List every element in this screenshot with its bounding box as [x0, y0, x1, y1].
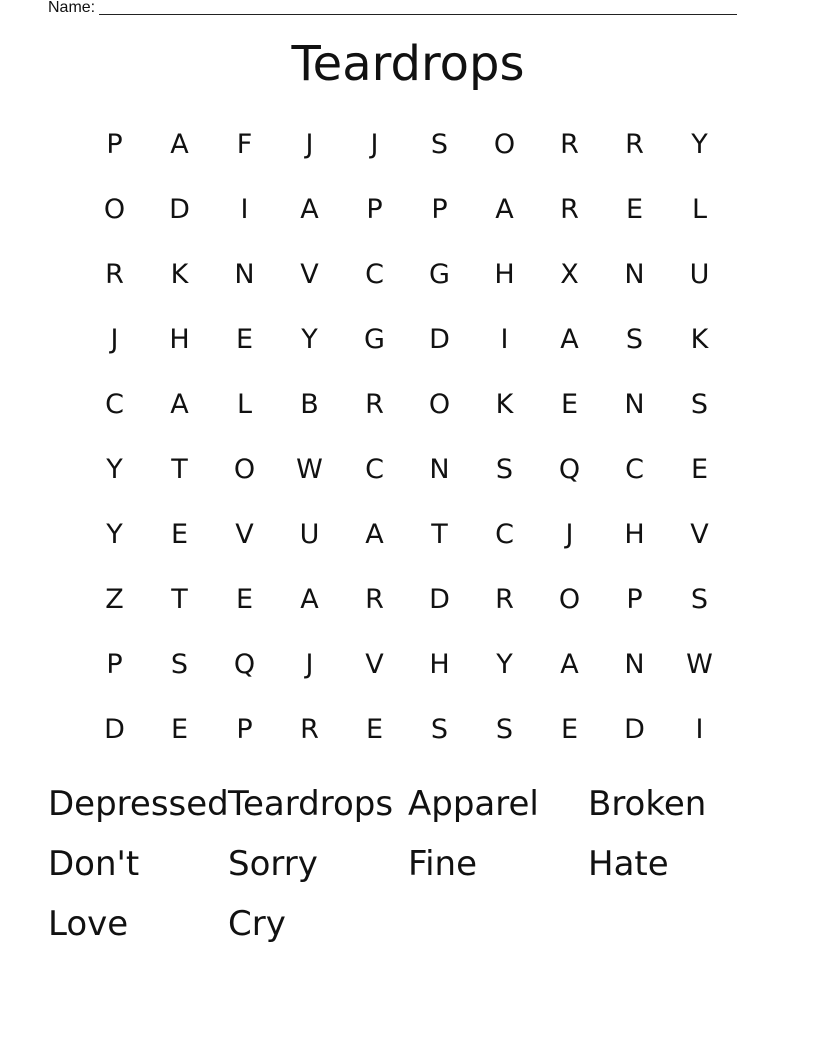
grid-row: [82, 697, 732, 762]
grid-letter: C: [625, 454, 644, 485]
grid-letter: R: [495, 584, 514, 615]
grid-letter: G: [429, 259, 450, 290]
grid-letter: U: [689, 259, 710, 290]
puzzle-title: Teardrops: [291, 36, 525, 92]
grid-letter: B: [300, 389, 319, 420]
grid-letter: T: [171, 584, 188, 615]
grid-letter: O: [233, 454, 256, 485]
grid-letter: E: [170, 714, 189, 745]
grid-letter: O: [428, 389, 451, 420]
grid-letter: S: [170, 649, 189, 680]
word-list-item: Depressed: [48, 784, 229, 824]
grid-letter: Z: [105, 584, 124, 615]
word-list-item: Don't: [48, 844, 140, 884]
grid-letter: E: [560, 714, 579, 745]
grid-letter: R: [365, 584, 384, 615]
grid-letter: K: [690, 324, 709, 355]
name-label: Name:: [48, 0, 96, 16]
grid-row: [82, 307, 732, 372]
grid-letter: Q: [558, 454, 581, 485]
grid-letter: H: [624, 519, 645, 550]
grid-letter: L: [236, 389, 253, 420]
grid-letter: L: [691, 194, 708, 225]
grid-letter: R: [105, 259, 124, 290]
grid-row: [82, 112, 732, 177]
grid-letter: S: [430, 129, 449, 160]
grid-letter: E: [235, 584, 254, 615]
grid-letter: N: [624, 389, 645, 420]
grid-letter: S: [430, 714, 449, 745]
grid-letter: Y: [691, 129, 708, 160]
grid-letter: A: [170, 389, 189, 420]
word-list-item: Sorry: [228, 844, 318, 884]
grid-letter: Q: [233, 649, 256, 680]
grid-letter: P: [106, 129, 123, 160]
word-list-item: Broken: [588, 784, 707, 824]
grid-letter: V: [300, 259, 319, 290]
grid-letter: K: [495, 389, 514, 420]
grid-letter: I: [695, 714, 704, 745]
grid-letter: G: [364, 324, 385, 355]
grid-letter: C: [365, 259, 384, 290]
word-list-item: Fine: [408, 844, 477, 884]
grid-letter: D: [104, 714, 125, 745]
word-list-item: Apparel: [408, 784, 539, 824]
grid-letter: N: [624, 259, 645, 290]
grid-letter: R: [560, 129, 579, 160]
grid-letter: V: [365, 649, 384, 680]
word-list-item: Cry: [228, 904, 286, 944]
grid-letter: R: [560, 194, 579, 225]
grid-letter: O: [103, 194, 126, 225]
grid-letter: Y: [301, 324, 318, 355]
grid-letter: J: [370, 129, 379, 160]
grid-letter: C: [495, 519, 514, 550]
letter-grid: [82, 112, 732, 762]
grid-letter: E: [625, 194, 644, 225]
grid-letter: D: [169, 194, 190, 225]
grid-letter: Y: [496, 649, 513, 680]
grid-letter: A: [300, 584, 319, 615]
grid-letter: D: [429, 324, 450, 355]
grid-letter: R: [365, 389, 384, 420]
grid-letter: S: [495, 714, 514, 745]
grid-row: [82, 437, 732, 502]
grid-letter: I: [240, 194, 249, 225]
grid-letter: K: [170, 259, 189, 290]
grid-letter: V: [690, 519, 709, 550]
grid-letter: E: [365, 714, 384, 745]
word-list-item: Teardrops: [228, 784, 394, 824]
word-list-item: Hate: [588, 844, 669, 884]
grid-letter: R: [300, 714, 319, 745]
grid-letter: E: [560, 389, 579, 420]
grid-letter: S: [625, 324, 644, 355]
grid-letter: J: [305, 649, 314, 680]
grid-letter: H: [429, 649, 450, 680]
grid-letter: E: [690, 454, 709, 485]
name-underline[interactable]: [99, 14, 737, 15]
grid-row: [82, 632, 732, 697]
grid-letter: H: [494, 259, 515, 290]
grid-letter: O: [558, 584, 581, 615]
word-list: [48, 774, 768, 954]
grid-letter: E: [235, 324, 254, 355]
grid-letter: P: [626, 584, 643, 615]
grid-letter: A: [560, 324, 579, 355]
grid-letter: E: [170, 519, 189, 550]
grid-letter: W: [296, 454, 323, 485]
grid-letter: J: [305, 129, 314, 160]
grid-letter: U: [299, 519, 320, 550]
grid-letter: V: [235, 519, 254, 550]
grid-letter: A: [560, 649, 579, 680]
grid-letter: T: [171, 454, 188, 485]
grid-letter: A: [495, 194, 514, 225]
grid-letter: W: [686, 649, 713, 680]
grid-row: [82, 372, 732, 437]
grid-letter: O: [493, 129, 516, 160]
grid-letter: C: [105, 389, 124, 420]
grid-letter: Y: [106, 454, 123, 485]
grid-letter: X: [560, 259, 579, 290]
grid-letter: S: [690, 389, 709, 420]
grid-letter: P: [431, 194, 448, 225]
grid-letter: S: [495, 454, 514, 485]
grid-letter: J: [565, 519, 574, 550]
grid-letter: N: [624, 649, 645, 680]
grid-letter: T: [431, 519, 448, 550]
grid-letter: J: [110, 324, 119, 355]
grid-letter: D: [429, 584, 450, 615]
grid-row: [82, 177, 732, 242]
word-list-item: Love: [48, 904, 129, 944]
grid-row: [82, 502, 732, 567]
grid-letter: R: [625, 129, 644, 160]
grid-letter: F: [236, 129, 253, 160]
grid-letter: P: [236, 714, 253, 745]
grid-letter: P: [366, 194, 383, 225]
grid-letter: Y: [106, 519, 123, 550]
grid-row: [82, 242, 732, 307]
grid-letter: A: [300, 194, 319, 225]
grid-letter: H: [169, 324, 190, 355]
grid-letter: A: [170, 129, 189, 160]
grid-letter: A: [365, 519, 384, 550]
grid-letter: C: [365, 454, 384, 485]
grid-letter: N: [429, 454, 450, 485]
grid-letter: N: [234, 259, 255, 290]
grid-letter: I: [500, 324, 509, 355]
name-field[interactable]: [48, 0, 737, 18]
grid-letter: P: [106, 649, 123, 680]
grid-letter: S: [690, 584, 709, 615]
grid-row: [82, 567, 732, 632]
grid-letter: D: [624, 714, 645, 745]
